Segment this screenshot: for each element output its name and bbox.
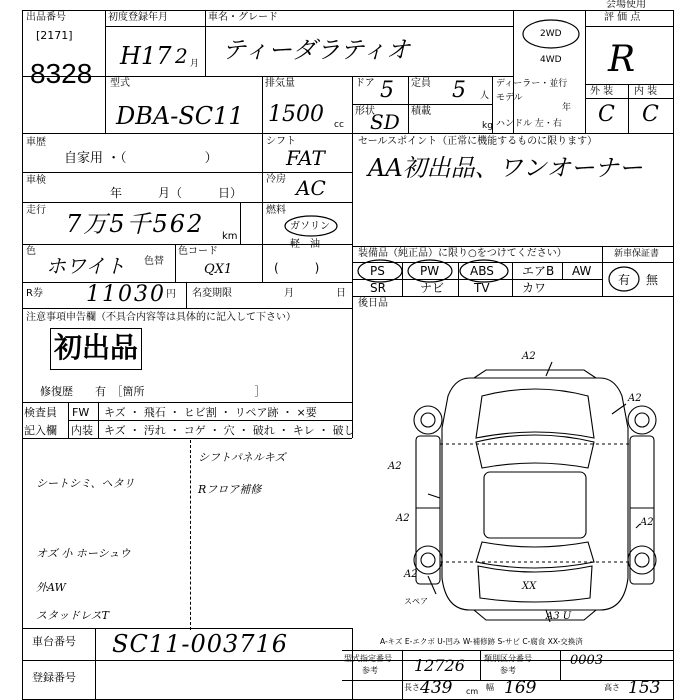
inspector-label1: 検査員 bbox=[24, 406, 57, 419]
displacement-label: 排気量 bbox=[265, 78, 295, 89]
name-change-month: 月 bbox=[284, 288, 294, 299]
notes-label: 注意事項申告欄（不具合内容等は具体的に記入して下さい） bbox=[26, 312, 296, 323]
warranty-label: 新車保証書 bbox=[614, 249, 660, 259]
class-number-label: 類別区分番号 bbox=[484, 654, 532, 663]
interior-label: 内 装 bbox=[634, 86, 658, 97]
registration-label: 初度登録年月 bbox=[108, 12, 168, 23]
color-code-label: 色コード bbox=[178, 246, 218, 257]
dealer-year-unit: 年 bbox=[562, 103, 572, 113]
displacement-unit: cc bbox=[334, 120, 344, 130]
damage-mark-front: A2 bbox=[522, 351, 536, 362]
capacity-value: 5 bbox=[452, 78, 466, 103]
shift-value: FAT bbox=[286, 146, 325, 170]
inspector-row2: キズ ・ 汚れ ・ コゲ ・ 穴 ・ 破れ ・ キレ ・ 破し bbox=[104, 424, 355, 437]
fuel-gasoline: ガソリン bbox=[290, 221, 330, 232]
inspector-inner: 内装 bbox=[71, 424, 93, 437]
equipment-circle-marks bbox=[354, 258, 514, 288]
equip-tv: TV bbox=[474, 281, 490, 295]
doors-label: ドア bbox=[355, 78, 375, 89]
model-grade-label: 車名・グレード bbox=[208, 12, 278, 23]
sales-point-value: AA初出品、ワンオーナー bbox=[368, 154, 643, 182]
chassis-label: 車台番号 bbox=[32, 635, 76, 648]
dims-width: 169 bbox=[504, 678, 537, 698]
r-ticket-label: R券 bbox=[26, 288, 43, 299]
model-type-value: DBA-SC11 bbox=[116, 102, 244, 130]
inspection-value: 年 月（ 日） bbox=[110, 186, 243, 200]
class-number-sub: 参考 bbox=[500, 666, 516, 675]
displacement-value: 1500 bbox=[268, 102, 324, 127]
inspector-fw: FW bbox=[72, 406, 90, 419]
damage-mark-left-mid: A2 bbox=[396, 513, 410, 524]
load-unit: kg bbox=[482, 121, 493, 131]
rear-seat-label: 後日品 bbox=[358, 298, 388, 309]
ac-label: 冷房 bbox=[266, 174, 286, 185]
fuel-circle-mark bbox=[282, 214, 340, 238]
exterior-grade: C bbox=[598, 102, 615, 127]
color-change-label: 色替 bbox=[144, 256, 164, 267]
damage-mark-trunk: XX bbox=[522, 581, 537, 592]
doors-value: 5 bbox=[380, 78, 394, 103]
notes-repair-label: 修復歴 有 ［箇所 ］ bbox=[40, 385, 266, 398]
model-type-label: 型式 bbox=[110, 78, 130, 89]
damage-mark-front-right: A2 bbox=[628, 393, 642, 404]
dealer-label: ディーラー・並行 bbox=[496, 79, 568, 89]
inspection-label: 車検 bbox=[26, 175, 46, 186]
ac-value: AC bbox=[296, 176, 326, 200]
dims-width-label: 幅 bbox=[486, 683, 494, 692]
registration-month: 2 bbox=[175, 44, 188, 68]
dims-unit: cm bbox=[466, 687, 479, 696]
body-shape-value: SD bbox=[370, 110, 400, 134]
venue-note: 会場使用 bbox=[606, 0, 646, 10]
equip-leather: カワ bbox=[522, 281, 547, 295]
paren-blank: ( ) bbox=[274, 261, 320, 275]
dims-height: 153 bbox=[628, 678, 661, 698]
reg-number-label: 登録番号 bbox=[32, 671, 76, 684]
dealer-model-label: モデル bbox=[496, 93, 523, 103]
mileage-unit: km bbox=[222, 231, 238, 242]
chassis-value: SC11-003716 bbox=[112, 630, 289, 658]
name-change-day: 日 bbox=[336, 288, 346, 299]
shift-label: シフト bbox=[266, 136, 296, 147]
warranty-circle-mark bbox=[606, 264, 642, 294]
class-number-value: 0003 bbox=[570, 653, 604, 668]
r-ticket-value: 11030 bbox=[86, 282, 166, 307]
interior-grade: C bbox=[642, 102, 659, 127]
warranty-none: 無 bbox=[646, 273, 659, 287]
equipment-label: 装備品（純正品）に限り○をつけてください） bbox=[358, 248, 567, 259]
drive-2wd: 2WD bbox=[540, 29, 562, 39]
equip-pw: PW bbox=[420, 264, 440, 278]
dims-length-label: 長さ bbox=[404, 683, 420, 692]
color-value: ホワイト bbox=[46, 254, 126, 278]
type-designation-value: 12726 bbox=[414, 656, 465, 675]
damage-legend: A-キズ E-エクボ U-凹み W-補修跡 S-サビ C-腐食 XX-交換済 bbox=[380, 637, 583, 646]
hw-note-oz: オズ 小 ホーシュウ bbox=[36, 547, 131, 560]
capacity-label: 定員 bbox=[411, 78, 431, 89]
hw-note-aw: 外AW bbox=[36, 581, 66, 594]
dims-length: 439 bbox=[420, 678, 453, 698]
color-code-value: QX1 bbox=[204, 262, 233, 277]
hw-note-shift-panel: シフトパネルキズ bbox=[198, 451, 286, 464]
rating-value: R bbox=[608, 39, 636, 80]
name-change-label: 名変期限 bbox=[192, 288, 232, 299]
body-shape-label: 形状 bbox=[355, 106, 375, 117]
mileage-value: 7万5千562 bbox=[66, 210, 205, 238]
listing-number: 8328 bbox=[30, 58, 93, 89]
color-label: 色 bbox=[26, 246, 36, 257]
equip-abs: ABS bbox=[470, 264, 494, 278]
sales-point-label: セールスポイント（正常に機能するものに限ります） bbox=[358, 136, 598, 147]
equip-ps: PS bbox=[370, 264, 385, 278]
mileage-label: 走行 bbox=[26, 205, 46, 216]
capacity-unit: 人 bbox=[480, 91, 490, 101]
damage-mark-left-rear: A2 bbox=[404, 569, 418, 580]
load-label: 積載 bbox=[411, 106, 431, 117]
drive-4wd: 4WD bbox=[540, 55, 562, 65]
exterior-label: 外 装 bbox=[590, 86, 614, 97]
equip-airbag: エアB bbox=[522, 264, 555, 278]
dims-height-label: 高さ bbox=[604, 683, 620, 692]
damage-mark-rear: A3 U bbox=[546, 611, 572, 622]
rating-label: 評 価 点 bbox=[604, 12, 641, 23]
listing-sub-number: [2171] bbox=[36, 29, 73, 42]
registration-era-year: H17 bbox=[120, 42, 172, 70]
spare-label: スペア bbox=[404, 597, 428, 606]
type-designation-sub: 参考 bbox=[362, 666, 378, 675]
equip-sr: SR bbox=[370, 281, 386, 295]
hw-note-seat: シートシミ、ヘタリ bbox=[36, 477, 135, 490]
history-label: 車歴 bbox=[26, 137, 46, 148]
equip-aw: AW bbox=[572, 264, 592, 278]
damage-mark-left-front: A2 bbox=[388, 461, 402, 472]
registration-month-unit: 月 bbox=[190, 59, 200, 69]
type-designation-label: 型式指定番号 bbox=[344, 654, 392, 663]
history-value: 自家用 ・（ ） bbox=[64, 151, 218, 166]
hw-note-studless: スタッドレスT bbox=[36, 609, 110, 622]
inspector-label2: 記入欄 bbox=[24, 424, 57, 437]
fuel-light-oil: 軽 油 bbox=[290, 239, 320, 250]
warranty-has: 有 bbox=[618, 273, 631, 287]
inspector-row1: キズ ・ 飛石 ・ ヒビ割 ・ リペア跡 ・ ×要 bbox=[104, 406, 317, 419]
drive-circle-mark bbox=[520, 16, 582, 52]
damage-mark-right-rear: A2 bbox=[640, 517, 654, 528]
fuel-label: 燃料 bbox=[266, 205, 286, 216]
hw-note-rear-floor: Rフロア補修 bbox=[198, 483, 262, 496]
notes-value: 初出品 bbox=[54, 331, 139, 364]
model-grade-value: ティーダラティオ bbox=[222, 36, 411, 64]
r-ticket-unit: 円 bbox=[166, 289, 176, 300]
equip-navi: ナビ bbox=[420, 281, 445, 295]
listing-label: 出品番号 bbox=[26, 12, 66, 23]
dealer-handle-label: ハンドル 左・右 bbox=[496, 119, 562, 129]
